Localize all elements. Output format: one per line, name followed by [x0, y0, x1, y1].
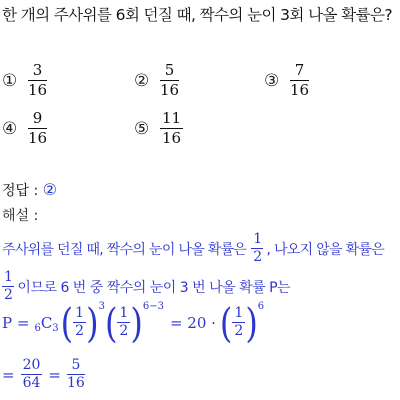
half-fraction — [232, 306, 245, 339]
option-marker: ④ — [2, 118, 18, 139]
option-fraction — [160, 62, 179, 99]
denominator: 2 — [234, 323, 244, 340]
option-fraction — [28, 110, 47, 147]
option-fraction — [28, 62, 47, 99]
paren-open: ( — [104, 298, 118, 347]
paren-close: ) — [130, 298, 143, 347]
final-result — [2, 358, 85, 391]
numerator: 1 — [75, 305, 85, 321]
paren-open: ( — [60, 298, 74, 347]
option-marker: ⑤ — [134, 118, 150, 139]
paren-close: ) — [245, 298, 258, 347]
answer-label: 정답 : — [2, 183, 39, 199]
option-1[interactable] — [2, 62, 47, 99]
option-fraction — [290, 62, 309, 99]
numerator: 20 — [22, 357, 41, 373]
explanation-line-2 — [2, 270, 290, 303]
option-marker: ① — [2, 70, 18, 91]
numerator: 7 — [294, 61, 305, 79]
combination-n: 6 — [34, 323, 41, 335]
numerator: 1 — [4, 269, 13, 285]
denominator: 2 — [253, 249, 262, 266]
explanation-line-1 — [2, 232, 384, 265]
half-fraction — [73, 306, 86, 339]
answer-value: ② — [42, 180, 58, 199]
denominator: 16 — [28, 81, 48, 100]
explanation-text: 주사위를 던질 때, 짝수의 눈이 나올 확률은 — [2, 241, 247, 258]
equals-sign: = — [48, 365, 61, 384]
paren-close: ) — [86, 298, 99, 347]
answer-fraction — [67, 358, 85, 391]
denominator: 16 — [66, 375, 85, 392]
option-5[interactable] — [134, 110, 183, 147]
denominator: 2 — [119, 323, 129, 340]
explanation-text: 이므로 6 번 중 짝수의 눈이 3 번 나올 확률 P는 — [17, 279, 291, 296]
numerator: 3 — [32, 61, 43, 79]
option-fraction — [160, 110, 183, 147]
combination-c: C — [40, 313, 53, 332]
denominator: 2 — [4, 287, 13, 304]
denominator: 16 — [162, 129, 182, 148]
paren-open: ( — [219, 298, 233, 347]
denominator: 16 — [160, 81, 180, 100]
formula-p: P = — [2, 313, 30, 332]
numerator: 1 — [234, 305, 244, 321]
half-fraction — [2, 270, 14, 303]
exponent: 3 — [98, 301, 105, 313]
explanation-text: , 나오지 않을 확률은 — [266, 241, 385, 258]
formula-equals: = 20 · — [169, 313, 216, 332]
option-marker: ② — [134, 70, 150, 91]
option-3[interactable] — [264, 62, 309, 99]
denominator: 16 — [28, 129, 48, 148]
denominator: 64 — [22, 375, 41, 392]
denominator: 16 — [290, 81, 310, 100]
solution-label: 해설 : — [2, 208, 39, 224]
numerator: 9 — [32, 109, 43, 127]
answer-line — [2, 180, 57, 200]
numerator: 1 — [253, 231, 262, 247]
numerator: 1 — [119, 305, 129, 321]
numerator: 5 — [164, 61, 175, 79]
option-marker: ③ — [264, 70, 280, 91]
numerator: 11 — [162, 109, 182, 127]
equals-sign: = — [2, 365, 15, 384]
numerator: 5 — [71, 357, 81, 373]
exponent: 6 — [257, 301, 265, 313]
result-fraction — [21, 358, 43, 391]
half-fraction — [251, 232, 263, 265]
half-fraction — [117, 306, 130, 339]
option-2[interactable] — [134, 62, 179, 99]
combination-k: 3 — [52, 323, 59, 335]
probability-formula — [2, 298, 265, 347]
denominator: 2 — [75, 323, 85, 340]
exponent: 6−3 — [142, 301, 164, 313]
option-4[interactable] — [2, 110, 47, 147]
question-text: 한 개의 주사위를 6회 던질 때, 짝수의 눈이 3회 나올 확률은? — [2, 6, 392, 24]
